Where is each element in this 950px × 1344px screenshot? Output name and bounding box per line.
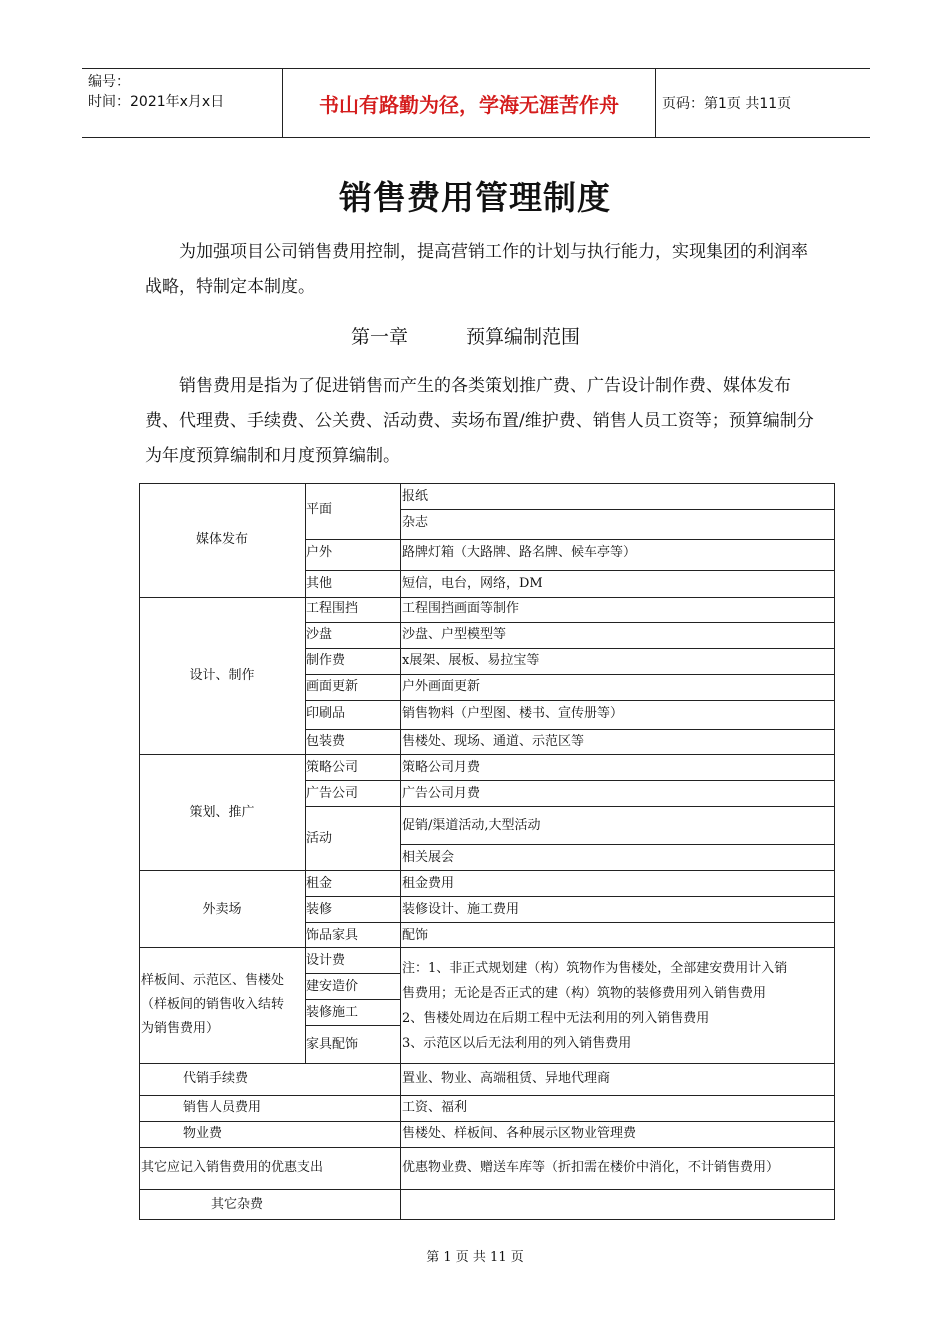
group-showroom-note: （样板间的销售收入结转: [141, 997, 285, 1012]
detail: x展架、展板、易拉宝等: [402, 653, 540, 668]
detail: 促销/渠道活动,大型活动: [402, 818, 541, 833]
row-divider: [139, 754, 835, 755]
detail: 租金费用: [402, 876, 455, 891]
detail: 相关展会: [402, 850, 455, 865]
row-divider: [305, 570, 835, 571]
subitem: 活动: [306, 831, 333, 846]
subitem: 装修: [306, 902, 333, 917]
subitem: 工程围挡: [306, 601, 359, 616]
row-divider: [305, 648, 835, 649]
row-divider: [305, 674, 835, 675]
table-border: [139, 1219, 835, 1220]
detail: 工资、福利: [402, 1100, 468, 1115]
row-divider: [305, 922, 835, 923]
detail: 短信，电台，网络，DM: [402, 576, 543, 591]
subitem: 家具配饰: [306, 1037, 359, 1052]
subitem: 策略公司: [306, 760, 359, 775]
subitem: 建安造价: [306, 979, 359, 994]
subitem: 饰品家具: [306, 928, 359, 943]
row-divider: [139, 947, 835, 948]
row-divider: [139, 1063, 835, 1064]
header-page-number: 页码：第1页 共11页: [662, 96, 792, 112]
row-divider: [139, 1147, 835, 1148]
detail-note: 注：1、非正式规划建（构）筑物作为售楼处，全部建安费用计入销: [402, 961, 788, 976]
subitem: 画面更新: [306, 679, 359, 694]
group-misc: 其它杂费: [211, 1197, 264, 1212]
detail-note: 售费用；无论是否正式的建（构）筑物的装修费用列入销售费用: [402, 986, 767, 1001]
row-divider: [305, 622, 835, 623]
subitem: 印刷品: [306, 706, 346, 721]
row-divider: [139, 1121, 835, 1122]
row-divider: [305, 896, 835, 897]
group-property-fee: 物业费: [183, 1126, 223, 1141]
detail: 策略公司月费: [402, 760, 481, 775]
detail-note: 3、示范区以后无法利用的列入销售费用: [402, 1036, 632, 1051]
detail: 沙盘、户型模型等: [402, 627, 507, 642]
group-showroom: 样板间、示范区、售楼处: [141, 973, 285, 988]
subitem: 制作费: [306, 653, 346, 668]
header-meta: [82, 69, 282, 137]
row-divider: [305, 539, 835, 540]
row-divider: [400, 844, 835, 845]
header-divider: [655, 69, 656, 137]
row-divider: [139, 870, 835, 871]
group-design: 设计、制作: [189, 668, 255, 683]
chapter-title: 预算编制范围: [466, 326, 581, 348]
row-divider: [305, 780, 835, 781]
detail: 售楼处、现场、通道、示范区等: [402, 734, 585, 749]
group-planning: 策划、推广: [189, 805, 255, 820]
table-border: [834, 483, 835, 1220]
detail: 售楼处、样板间、各种展示区物业管理费: [402, 1126, 637, 1141]
detail-note: 2、售楼处周边在后期工程中无法利用的列入销售费用: [402, 1011, 710, 1026]
detail: 工程围挡画面等制作: [402, 601, 520, 616]
row-divider: [139, 1095, 835, 1096]
table-border: [139, 483, 140, 1220]
row-divider: [139, 597, 835, 598]
detail: 装修设计、施工费用: [402, 902, 520, 917]
group-offsite: 外卖场: [202, 902, 242, 917]
header-motto: 书山有路勤为径，学海无涯苦作舟: [319, 92, 619, 117]
expense-table: [139, 483, 835, 1220]
page-footer: 第 1 页 共 11 页: [426, 1250, 524, 1265]
table-border: [139, 483, 835, 484]
subitem: 沙盘: [306, 627, 333, 642]
row-divider: [305, 999, 400, 1000]
detail: 杂志: [402, 515, 429, 530]
subitem: 户外: [306, 545, 333, 560]
group-staff-cost: 销售人员费用: [183, 1100, 262, 1115]
header-number: 编号：: [88, 74, 130, 90]
detail: 户外画面更新: [402, 679, 481, 694]
group-discount: 其它应记入销售费用的优惠支出: [141, 1160, 324, 1175]
row-divider: [305, 1025, 400, 1026]
group-agency-fee: 代销手续费: [183, 1071, 249, 1086]
row-divider: [305, 973, 400, 974]
column-divider: [400, 483, 401, 1220]
detail: 报纸: [402, 489, 429, 504]
definition-paragraph: 销售费用是指为了促进销售而产生的各类策划推广费、广告设计制作费、媒体发布费、代理费、手续费、公关费、活动费、卖场布置/维护费、销售人员工资等；预算编制分为年度预算编制和月度预算编制。: [145, 376, 814, 466]
subitem: 广告公司: [306, 786, 359, 801]
subitem: 装修施工: [306, 1005, 359, 1020]
group-showroom-note: 为销售费用）: [141, 1021, 220, 1036]
subitem: 包装费: [306, 734, 346, 749]
subitem: 其他: [306, 576, 333, 591]
subitem: 租金: [306, 876, 333, 891]
intro-paragraph: 为加强项目公司销售费用控制，提高营销工作的计划与执行能力，实现集团的利润率战略，特制定本制度。: [145, 242, 808, 297]
detail: 优惠物业费、赠送车库等（折扣需在楼价中消化，不计销售费用）: [402, 1160, 780, 1175]
row-divider: [305, 806, 835, 807]
row-divider: [139, 1189, 835, 1190]
group-media: 媒体发布: [195, 532, 248, 547]
row-divider: [305, 729, 835, 730]
document-header: [82, 68, 870, 138]
chapter-number: 第一章: [351, 326, 409, 348]
document-title: 销售费用管理制度: [339, 178, 611, 217]
detail: 销售物料（户型图、楼书、宣传册等）: [402, 706, 624, 721]
subitem: 设计费: [306, 953, 346, 968]
detail: 置业、物业、高端租赁、异地代理商: [402, 1071, 611, 1086]
row-divider: [400, 509, 835, 510]
detail: 路牌灯箱（大路牌、路名牌、候车亭等）: [402, 545, 637, 560]
row-divider: [305, 700, 835, 701]
detail: 配饰: [402, 928, 429, 943]
subitem: 平面: [306, 502, 333, 517]
header-date: 时间：2021年x月x日: [88, 94, 225, 110]
detail: 广告公司月费: [402, 786, 481, 801]
